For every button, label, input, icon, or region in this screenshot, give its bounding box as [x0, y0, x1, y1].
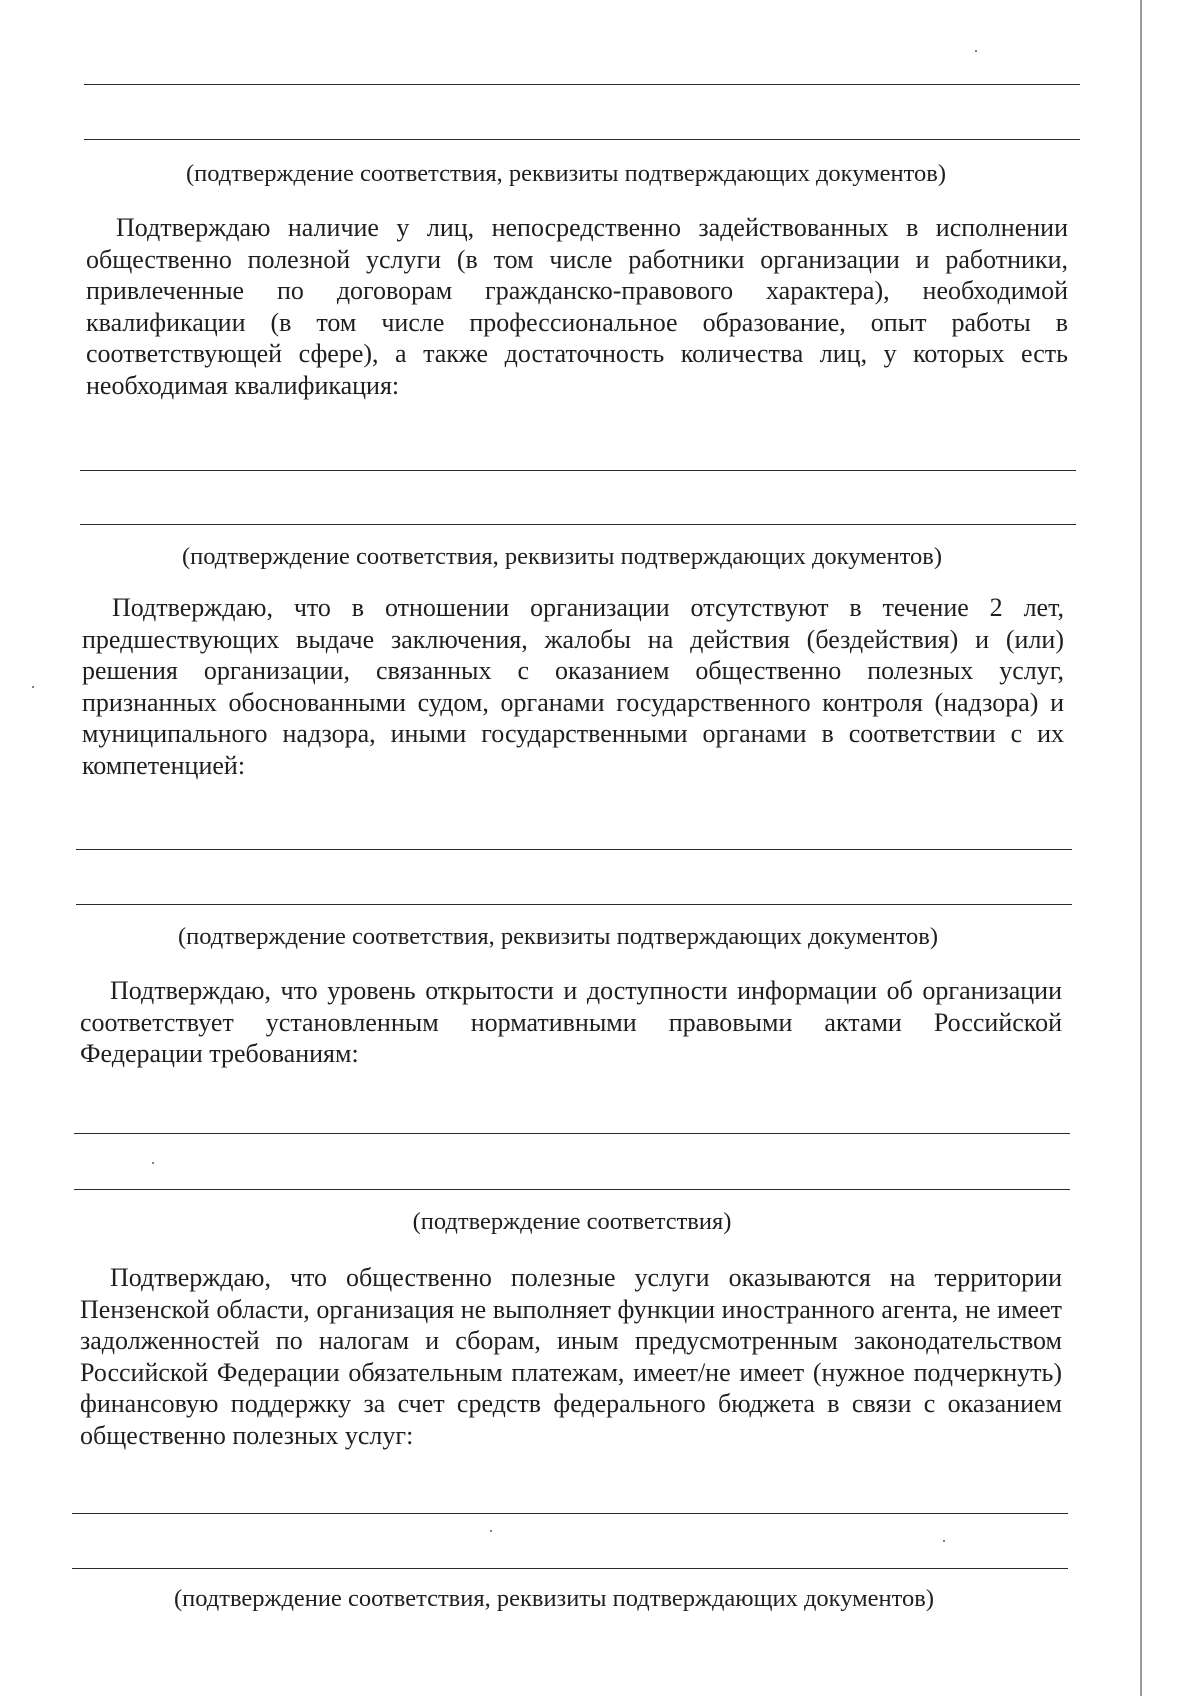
blank-line — [84, 139, 1080, 140]
blank-line — [74, 1189, 1070, 1190]
blank-line — [76, 849, 1072, 850]
caption-confirmation-docs: (подтверждение соответствия, реквизиты подтверждающих документов) — [177, 923, 938, 950]
blank-line — [74, 1133, 1070, 1134]
blank-line — [72, 1513, 1068, 1514]
paragraph-openness: Подтверждаю, что уровень открытости и доступности информации об организации соответствует установленным нормативными правовыми актами Российской Федерации требованиям: — [80, 976, 1062, 1068]
blank-line — [76, 904, 1072, 905]
paragraph-territory: Подтверждаю, что общественно полезные услуги оказываются на территории Пензенской области, организация не выполняет функции иностранного агента, не имеет задолженностей по налогам и сборам, иным предусмотренным законодательством Российской Федерации обязательным платежам, имеет/не имеет (нужное подчеркнуть) финансовую поддержку за счет средств федерального бюджета в связи с оказанием общественно полезных услуг: — [80, 1263, 1062, 1450]
blank-line — [80, 470, 1076, 471]
scan-edge-line — [1140, 0, 1142, 1696]
scan-speck — [943, 1540, 945, 1542]
scan-speck — [975, 50, 977, 52]
paragraph-qualification: Подтверждаю наличие у лиц, непосредственно задействованных в исполнении общественно полезной услуги (в том числе работники организации и работники, привлеченные по договорам гражданско-правового характера), необходимой квалификации (в том числе профессиональное образование, опыт работы в соответствующей сфере), а также достаточность количества лиц, у которых есть необходимая квалификация: — [86, 213, 1068, 400]
blank-line — [84, 84, 1080, 85]
caption-confirmation-docs: (подтверждение соответствия, реквизиты подтверждающих документов) — [181, 543, 942, 570]
caption-confirmation-docs: (подтверждение соответствия, реквизиты подтверждающих документов) — [185, 160, 946, 187]
blank-line — [80, 524, 1076, 525]
scan-speck — [32, 686, 34, 688]
scan-speck — [490, 1530, 492, 1532]
paragraph-complaints: Подтверждаю, что в отношении организации отсутствуют в течение 2 лет, предшествующих выдаче заключения, жалобы на действия (бездействия) и (или) решения организации, связанных с оказанием общественно полезных услуг, признанных обоснованными судом, органами государственного контроля (надзора) и муниципального надзора, иными государственными органами в соответствии с их компетенцией: — [82, 593, 1064, 780]
caption-confirmation: (подтверждение соответствия) — [412, 1208, 732, 1235]
caption-confirmation-docs: (подтверждение соответствия, реквизиты подтверждающих документов) — [173, 1585, 934, 1612]
scan-speck — [152, 1162, 154, 1164]
blank-line — [72, 1568, 1068, 1569]
